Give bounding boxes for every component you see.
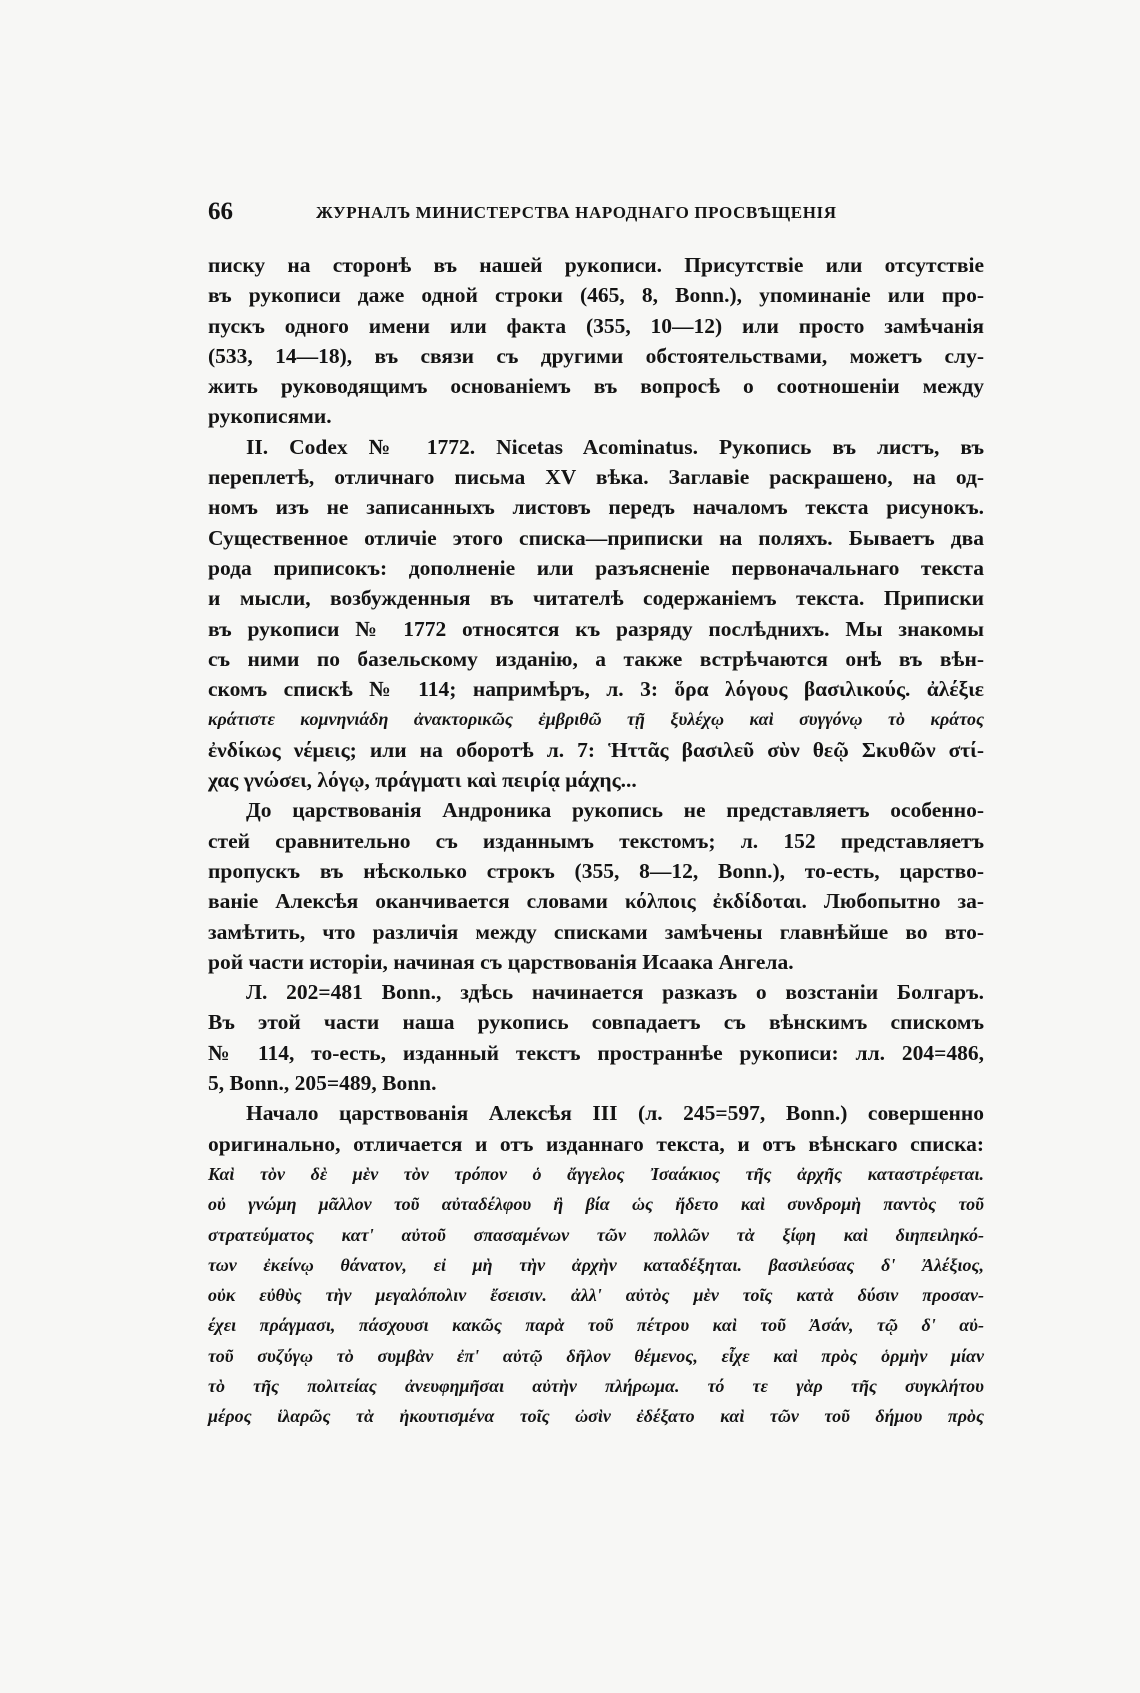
text-line: жить руководящимъ основаніемъ въ вопросѣ о соотношеніи между [208,374,984,399]
body-text [208,250,984,1432]
text-line: στρατεύματος κατ' αὐτοῦ σπασαμένων τῶν πολλῶν τὰ ξίφη καὶ διηπειληκό- [208,1224,984,1245]
text-line: пропускъ въ нѣсколько строкъ (355, 8—12, Bonn.), то-есть, царство- [208,858,984,883]
page-header [208,198,984,238]
text-line: χας γνώσει, λόγῳ, πράγματι καὶ πειρίᾳ μάχης... [208,768,637,793]
text-line: въ рукописи № 1772 относятся къ разряду послѣднихъ. Мы знакомы [208,616,984,641]
text-line: писку на сторонѣ въ нашей рукописи. Присутствіе или отсутствіе [208,253,984,277]
text-line: Καὶ τὸν δὲ μὲν τὸν τρόπον ὁ ἄγγελος Ἰσαάκιος τῆς ἀρχῆς καταστρέφεται. [208,1163,984,1184]
text-line: № 114, то-есть, изданный текстъ пространнѣе рукописи: лл. 204=486, [208,1040,984,1065]
running-title: ЖУРНАЛЪ МИНИСТЕРСТВА НАРОДНАГО ПРОСВѢЩЕНІЯ [316,203,837,222]
text-line: ваніе Алексѣя оканчивается словами κόλποις ἐκδίδοται. Любопытно за- [208,889,984,914]
text-line: έχει πράγμασι, πάσχουσι κακῶς παρὰ τοῦ πέτρου καὶ τοῦ Ἀσάν, τῷ δ' αὐ- [208,1315,984,1336]
text-line: των ἐκείνῳ θάνατον, εἰ μὴ τὴν ἀρχὴν καταδέξηται. βασιλεύσας δ' Ἀλέξιος, [208,1254,984,1275]
text-line: пускъ одного имени или факта (355, 10—12) или просто замѣчанія [208,313,984,338]
page-number: 66 [208,198,233,225]
text-line: оригинально, отличается и отъ изданнаго текста, и отъ вѣнскаго списка: [208,1131,984,1156]
text-line: въ рукописи даже одной строки (465, 8, Bonn.), упоминаніе или про- [208,283,984,308]
text-line: номъ изъ не записанныхъ листовъ передъ началомъ текста рисунокъ. [208,495,984,520]
text-line: II. Codex № 1772. Nicetas Acominatus. Рукопись въ листъ, въ [246,434,984,459]
text-line: οὐκ εὐθὺς τὴν μεγαλόπολιν ἔσεισιν. ἀλλ' αὐτὸς μὲν τοῖς κατὰ δύσιν προσαν- [208,1285,984,1306]
text-line: съ ними по базельскому изданію, а также встрѣчаются онѣ въ вѣн- [208,646,984,671]
text-line: и мысли, возбужденныя въ читателѣ содержаніемъ текста. Приписки [208,586,984,611]
text-line: рода приписокъ: дополненіе или разъясненіе первоначальнаго текста [208,555,984,580]
text-line: (533, 14—18), въ связи съ другими обстоятельствами, можетъ слу- [208,343,984,368]
text-line: τοῦ συζύγῳ τὸ συμβὰν ἐπ' αὐτῷ δῆλον θέμενος, εἶχε καὶ πρὸς ὁρμὴν μίαν [208,1345,984,1366]
text-line: замѣтить, что различія между списками замѣчены главнѣйше во вто- [208,919,984,944]
text-line: стей сравнительно съ изданнымъ текстомъ; л. 152 представляетъ [208,828,984,853]
text-line: ἐνδίκως νέμεις; или на оборотѣ л. 7: Ἡττᾶς βασιλεῦ σὺν θεῷ Σκυθῶν στί- [208,737,984,762]
text-line: переплетѣ, отличнаго письма XV вѣка. Заглавіе раскрашено, на од- [208,465,984,490]
text-line: Начало царствованія Алексѣя III (л. 245=597, Bonn.) совершенно [246,1101,984,1126]
text-line: рукописями. [208,404,332,429]
text-line: Въ этой части наша рукопись совпадаетъ съ вѣнскимъ спискомъ [208,1010,984,1035]
text-line: скомъ спискѣ № 114; напримѣръ, л. 3: ὅρα λόγους βασιλικούς. ἀλέξιε [208,677,984,702]
text-line: Л. 202=481 Bonn., здѣсь начинается разказъ о возстаніи Болгаръ. [246,980,984,1005]
text-line: Существенное отличіе этого списка—приписки на поляхъ. Бываетъ два [208,525,984,550]
text-line: До царствованія Андроника рукопись не представляетъ особенно- [246,798,984,823]
text-line: οὐ γνώμη μᾶλλον τοῦ αὐταδέλφου ἢ βία ὡς ἤδετο καὶ συνδρομὴ παντὸς τοῦ [208,1194,984,1215]
text-line: 5, Bonn., 205=489, Bonn. [208,1071,437,1096]
text-line: рой части исторіи, начиная съ царствованія Исаака Ангела. [208,949,794,974]
text-line: μέρος ἱλαρῶς τὰ ἠκουτισμένα τοῖς ὠσὶν ἐδέξατο καὶ τῶν τοῦ δήμου πρὸς [208,1406,984,1427]
text-line: κράτιστε κομνηνιάδη ἀνακτορικῶς ἐμβριθῶ τῇ ξυλέχῳ καὶ συγγόνῳ τὸ κράτος [208,709,984,730]
text-line: τὸ τῆς πολιτείας ἀνευφημῆσαι αὐτὴν πλήρωμα. τό τε γὰρ τῆς συγκλήτου [208,1375,984,1396]
